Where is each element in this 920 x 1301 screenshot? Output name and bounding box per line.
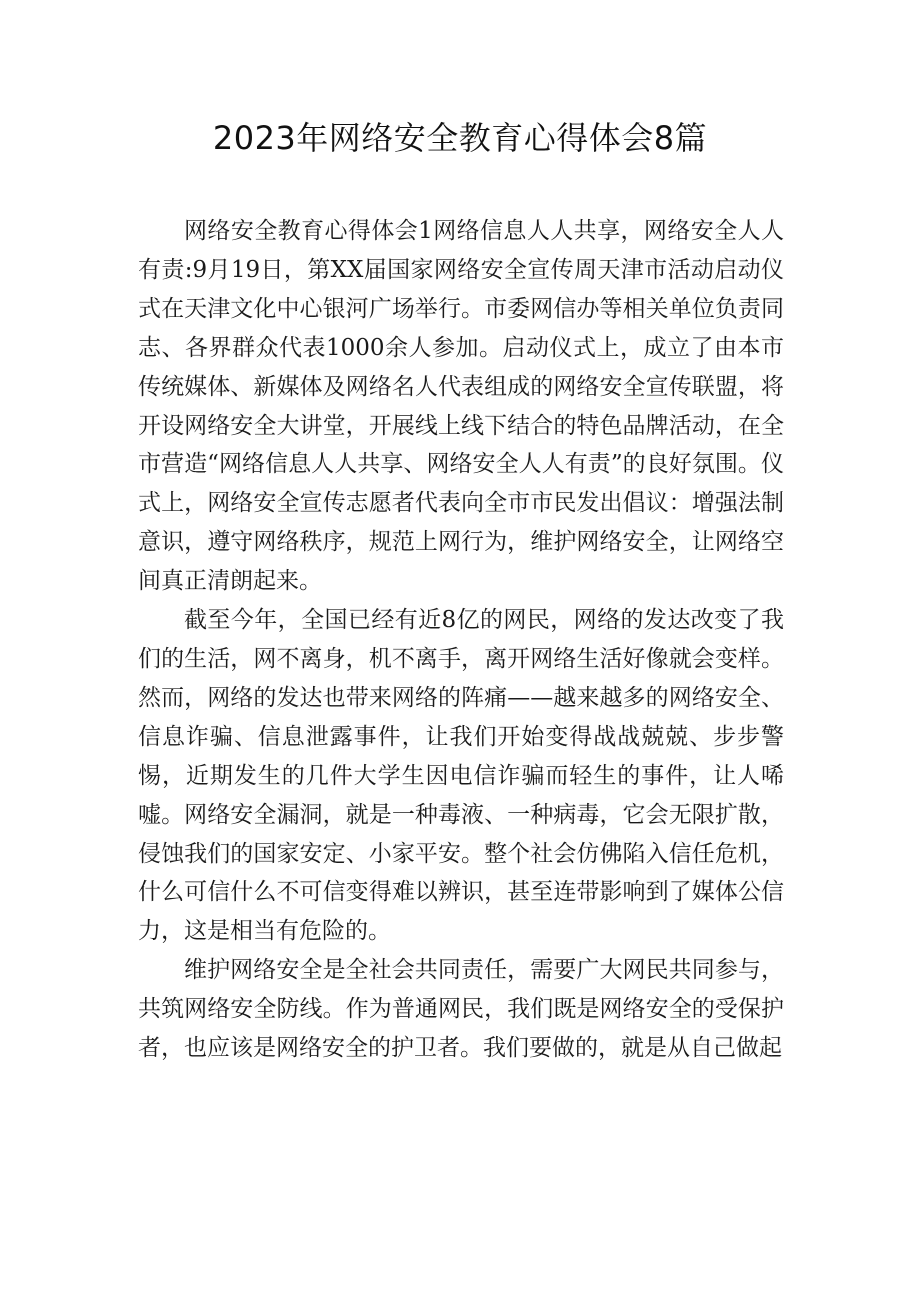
paragraph-1: 网络安全教育心得体会1网络信息人人共享，网络安全人人有责:9月19日，第XX届国家网络安全宣传周天津市活动启动仪式在天津文化中心银河广场举行。市委网信办等相关单位负责同志、各界群众代表1000余人参加。启动仪式上，成立了由本市传统媒体、新媒体及网络名人代表组成的网络安全宣传联盟，将开设网络安全大讲堂，开展线上线下结合的特色品牌活动，在全市营造“网络信息人人共享、网络安全人人有责”的良好氛围。仪式上，网络安全宣传志愿者代表向全市市民发出倡议：增强法制意识，遵守网络秩序，规范上网行为，维护网络安全，让网络空间真正清朗起来。 <box>138 218 784 595</box>
paragraph-3: 维护网络安全是全社会共同责任，需要广大网民共同参与，共筑网络安全防线。作为普通网民，我们既是网络安全的受保护者，也应该是网络安全的护卫者。我们要做的，就是从自己做起 <box>138 957 784 1062</box>
document-title: 2023年网络安全教育心得体会8篇 <box>212 119 708 157</box>
paragraph-2: 截至今年，全国已经有近8亿的网民，网络的发达改变了我们的生活，网不离身，机不离手，离开网络生活好像就会变样。然而，网络的发达也带来网络的阵痛——越来越多的网络安全、信息诈骗、信息泄露事件，让我们开始变得战战兢兢、步步警惕，近期发生的几件大学生因电信诈骗而轻生的事件，让人唏嘘。网络安全漏洞，就是一种毒液、一种病毒，它会无限扩散，侵蚀我们的国家安定、小家平安。整个社会仿佛陷入信任危机，什么可信什么不可信变得难以辨识，甚至连带影响到了媒体公信力，这是相当有危险的。 <box>138 607 784 945</box>
document-body <box>138 212 784 1068</box>
